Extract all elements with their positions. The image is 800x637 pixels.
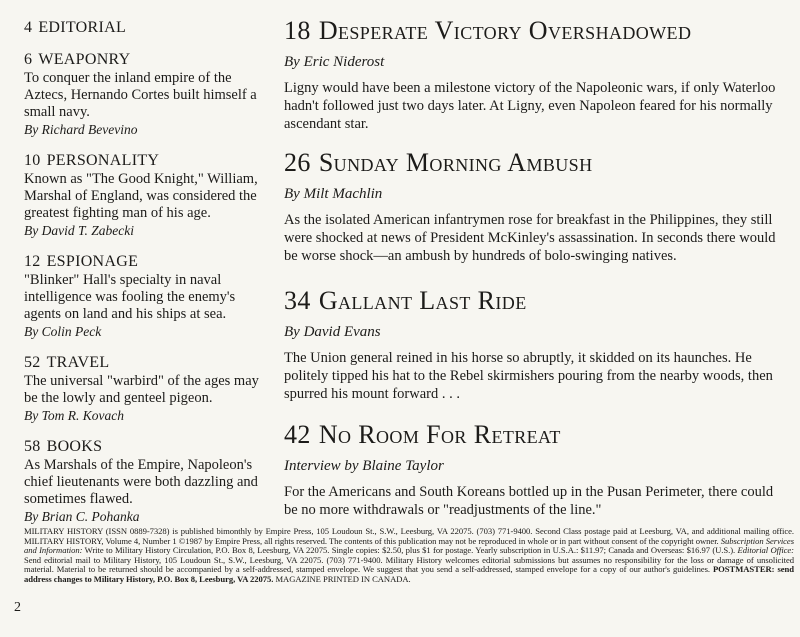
department-name: EDITORIAL (38, 19, 127, 36)
feature-author: By David Evans (284, 324, 381, 340)
page-ref: 52 (24, 354, 41, 371)
feature-author: Interview by Blaine Taylor (284, 458, 444, 474)
department-name: WEAPONRY (38, 51, 131, 68)
feature-description: The Union general reined in his horse so abruptly, it skidded on its haunches. He politely tipped his hat to the Rebel skirmishers pouring from the nearby woods, then spurred his mount forward . . . (284, 350, 773, 402)
department-entry (24, 437, 260, 526)
page-number: 2 (14, 600, 21, 615)
feature-title: Gallant Last Ride (318, 286, 527, 315)
department-entry (24, 18, 260, 38)
page-ref: 58 (24, 438, 41, 455)
department-description: Known as "The Good Knight," William, Marshal of England, was considered the greatest fighting man of his age. (24, 171, 258, 221)
department-name: PERSONALITY (46, 152, 160, 169)
department-entry (24, 353, 260, 425)
feature-description: For the Americans and South Koreans bottled up in the Pusan Perimeter, there could be no more withdrawals or "readjustments of the line." (284, 484, 774, 518)
department-description: The universal "warbird" of the ages may be the lowly and genteel pigeon. (24, 373, 259, 406)
page-ref: 42 (284, 420, 311, 449)
department-description: To conquer the inland empire of the Aztecs, Hernando Cortes built himself a small navy. (24, 70, 257, 120)
page-ref: 6 (24, 51, 33, 68)
feature-entry (284, 16, 784, 133)
page-ref: 12 (24, 253, 41, 270)
department-author: By Tom R. Kovach (24, 408, 124, 423)
feature-entry (284, 420, 784, 519)
page-ref: 10 (24, 152, 41, 169)
feature-entry (284, 148, 784, 265)
page-ref: 34 (284, 286, 311, 315)
department-name: ESPIONAGE (46, 253, 139, 270)
department-author: By Brian C. Pohanka (24, 509, 140, 524)
feature-description: As the isolated American infantrymen rose for breakfast in the Philippines, they still were shocked at news of President McKinley's assassination. In seconds there would be worse shock—an ambush by hundreds of bolo-swinging natives. (284, 212, 776, 264)
department-entry (24, 50, 260, 139)
feature-title: Sunday Morning Ambush (318, 148, 593, 177)
page-ref: 26 (284, 148, 311, 177)
department-author: By Richard Bevevino (24, 122, 138, 137)
department-author: By Colin Peck (24, 324, 102, 339)
page-ref: 18 (284, 16, 311, 45)
feature-description: Ligny would have been a milestone victory of the Napoleonic wars, if only Waterloo hadn't followed just two days later. At Ligny, even Napoleon feared for his normally ascendant star. (284, 80, 776, 132)
feature-author: By Eric Niderost (284, 54, 385, 70)
department-entry (24, 151, 260, 240)
feature-title: No Room For Retreat (318, 420, 561, 449)
feature-title: Desperate Victory Overshadowed (318, 16, 692, 45)
departments-column (24, 18, 260, 538)
department-name: BOOKS (46, 438, 103, 455)
department-author: By David T. Zabecki (24, 223, 134, 238)
department-description: "Blinker" Hall's specialty in naval intelligence was fooling the enemy's agents on land and his ships at sea. (24, 272, 236, 322)
feature-entry (284, 286, 784, 403)
feature-author: By Milt Machlin (284, 186, 383, 202)
page-ref: 4 (24, 19, 33, 36)
publication-masthead: MILITARY HISTORY (ISSN 0889-7328) is published bimonthly by Empire Press, 105 Loudoun St., S.W., Leesburg, VA 22075. (703) 771-9400. Second Class postage paid at Leesburg, VA, and additional mailing office. MILITARY HISTORY, Volume 4, Number 1 ©1987 by Empire Press, all rights reserved. The contents of this publication may not be reproduced in whole or in part without consent of the copyright owner. Subscription Services and Information: Write to Military History Circulation, P.O. Box 8, Leesburg, VA 22075. Single copies: $2.50, plus $1 for postage. Yearly subscription in U.S.A.: $11.97; Canada and Overseas: $16.97 (U.S.). Editorial Office: Send editorial mail to Military History, 105 Loudoun St., S.W., Leesburg, VA 22075. (703) 771-9400. Military History welcomes editorial submissions but assumes no responsibility for the loss or damage of unsolicited material. Material to be returned should be accompanied by a self-addressed, stamped envelope. We suggest that you send a self-addressed, stamped envelope for a copy of our author's guidelines. POSTMASTER: send address changes to Military History, P.O. Box 8, Leesburg, VA 22075. MAGAZINE PRINTED IN CANADA. (24, 526, 794, 584)
department-entry (24, 252, 260, 341)
department-name: TRAVEL (46, 354, 110, 371)
department-description: As Marshals of the Empire, Napoleon's chief lieutenants were both dazzling and sometimes flawed. (24, 457, 258, 507)
